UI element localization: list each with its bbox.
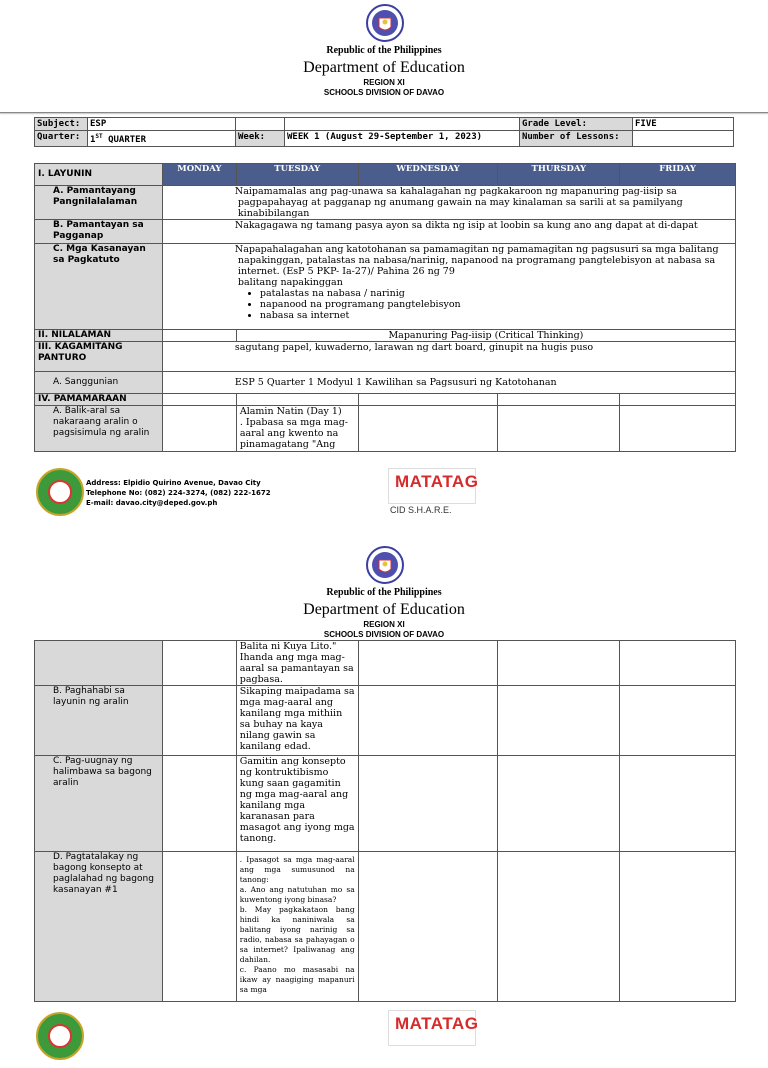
deped-seal-icon [366,4,404,42]
region-text: REGION XI [363,78,405,87]
pagganap-label: B. Pamantayan sa Pagganap [35,220,163,244]
sanggunian-text: ESP 5 Quarter 1 Modyul 1 Kawilihan sa Pagsusuri ng Katotohanan [234,377,557,388]
footer-email: E-mail: davao.city@deped.gov.ph [86,499,218,507]
division-text: SCHOOLS DIVISION OF DAVAO [323,630,445,639]
list-item: • napanood na programang pangtelebisyon [260,299,732,310]
day-tuesday: TUESDAY [236,164,358,186]
nilalaman-label: II. NILALAMAN [35,330,163,342]
day-friday: FRIDAY [620,164,736,186]
pamamaraan-label: IV. PAMAMARAAN [35,394,163,406]
pamantayang-label: A. Pamantayang Pangnilalalaman [35,186,163,220]
kasanayan-text-2: balitang napakinggan [237,277,343,288]
grade-value: FIVE [633,118,734,131]
info-table [34,117,734,147]
subject-value: ESP [88,118,236,131]
page-1 [0,0,768,520]
kagamitan-text: sagutang papel, kuwaderno, larawan ng dart board, ginupit na hugis puso [234,342,594,353]
header-divider [0,112,768,113]
department-title: Department of Education [303,601,465,618]
plan-table-continued [34,640,736,1002]
lessons-value [633,131,734,147]
week-label: Week: [236,131,285,147]
footer [0,1008,768,1068]
pagtatalakay-text: . Ipasagot sa mga mag-aaral ang mga sumusunod na tanong: a. Ano ang natutuhan mo sa kuwentong iyong binasa? b. May pagkakataon bang hindi ka naniniwala sa balitang iyong narinig sa radio, nabasa sa pahayagan o sa internet? Ipaliwanag ang dahilan. c. Paano mo masasabi na ikaw ay naagiging mapanuri sa mga [236,852,358,1002]
division-text: SCHOOLS DIVISION OF DAVAO [323,88,445,97]
list-item: • nabasa sa internet [260,310,732,321]
paghahabi-label: B. Paghahabi sa layunin ng aralin [35,686,163,756]
balik-aral-label: A. Balik-aral sa nakaraang aralin o pagsisimula ng aralin [35,406,163,452]
footer [0,464,768,524]
list-item: • patalastas na nabasa / narinig [260,288,732,299]
day-thursday: THURSDAY [498,164,620,186]
kasanayan-text: Napapahalagahan ang katotohanan sa pamamagitan ng pamamagitan ng pagsusuri sa mga balitang napakinggan, patalastas na nabasa/narinig, napanood na programang pangtelebisyon at nabasa sa internet. (EsP 5 PKP- Ia-27)/ Pahina 26 ng 79 [234,244,719,277]
division-logo-icon [36,1012,84,1060]
week-value: WEEK 1 (August 29-September 1, 2023) [285,131,520,147]
pag-uugnay-label: C. Pag-uugnay ng halimbawa sa bagong aralin [35,756,163,852]
layunin-heading: I. LAYUNIN [35,164,163,186]
quarter-label: Quarter: [35,131,88,147]
day-wednesday: WEDNESDAY [358,164,498,186]
pamantayang-text: Naipamamalas ang pag-unawa sa kahalagahan ng pagkakaroon ng mapanuring pag-iisip sa pagpapahayag at pagganap ng anumang gawain na may kinalaman sa sarili at sa pamilyang kinabibilangan [234,186,683,219]
nilalaman-text: Mapanuring Pag-iisip (Critical Thinking) [236,330,735,342]
kasanayan-list [238,288,732,321]
matatag-word: MATATAG [395,472,479,491]
paghahabi-text: Sikaping maipadama sa mga mag-aaral ang kanilang mga mithiin sa buhay na kaya nilang gawin sa kanilang edad. [236,686,358,756]
pagtatalakay-label: D. Pagtatalakay ng bagong konsepto at paglalahad ng bagong kasanayan #1 [35,852,163,1002]
subject-label: Subject: [35,118,88,131]
cid-share-text: CID S.H.A.R.E. [390,505,452,515]
footer-address: Address: Elpidio Quirino Avenue, Davao City [86,479,261,487]
grade-label: Grade Level: [520,118,633,131]
matatag-logo [388,468,479,504]
department-title: Department of Education [303,59,465,76]
page-2 [0,530,768,1033]
matatag-word: MATATAG [395,1014,479,1033]
republic-text: Republic of the Philippines [326,45,442,56]
footer-telephone: Telephone No: (082) 224-3274, (082) 222-1672 [86,489,271,497]
kasanayan-label: C. Mga Kasanayan sa Pagkatuto [35,244,163,330]
deped-seal-icon [366,546,404,584]
balik-aral-text-continued: Balita ni Kuya Lito." Ihanda ang mga mag-aaral sa pamantayan sa pagbasa. [236,641,358,686]
matatag-logo [388,1010,479,1046]
division-logo-icon [36,468,84,516]
pagganap-text: Nakagagawa ng tamang pasya ayon sa dikta ng isip at loobin sa kung ano ang dapat at di-dapat [234,220,698,231]
day-monday: MONDAY [162,164,236,186]
lessons-label: Number of Lessons: [520,131,633,147]
plan-table [34,163,736,452]
region-text: REGION XI [363,620,405,629]
sanggunian-label: A. Sanggunian [35,372,163,394]
balik-aral-text: Alamin Natin (Day 1) . Ipabasa sa mga mag-aaral ang kwento na pinamagatang "Ang [236,406,358,452]
pag-uugnay-text: Gamitin ang konsepto ng kontruktibismo kung saan gagamitin ng mga mag-aaral ang kanilang mga karanasan para masagot ang iyong mga tanong. [236,756,358,852]
kagamitan-label: III. KAGAMITANG PANTURO [35,342,163,372]
republic-text: Republic of the Philippines [326,587,442,598]
quarter-value: 1ST QUARTER [88,131,236,147]
